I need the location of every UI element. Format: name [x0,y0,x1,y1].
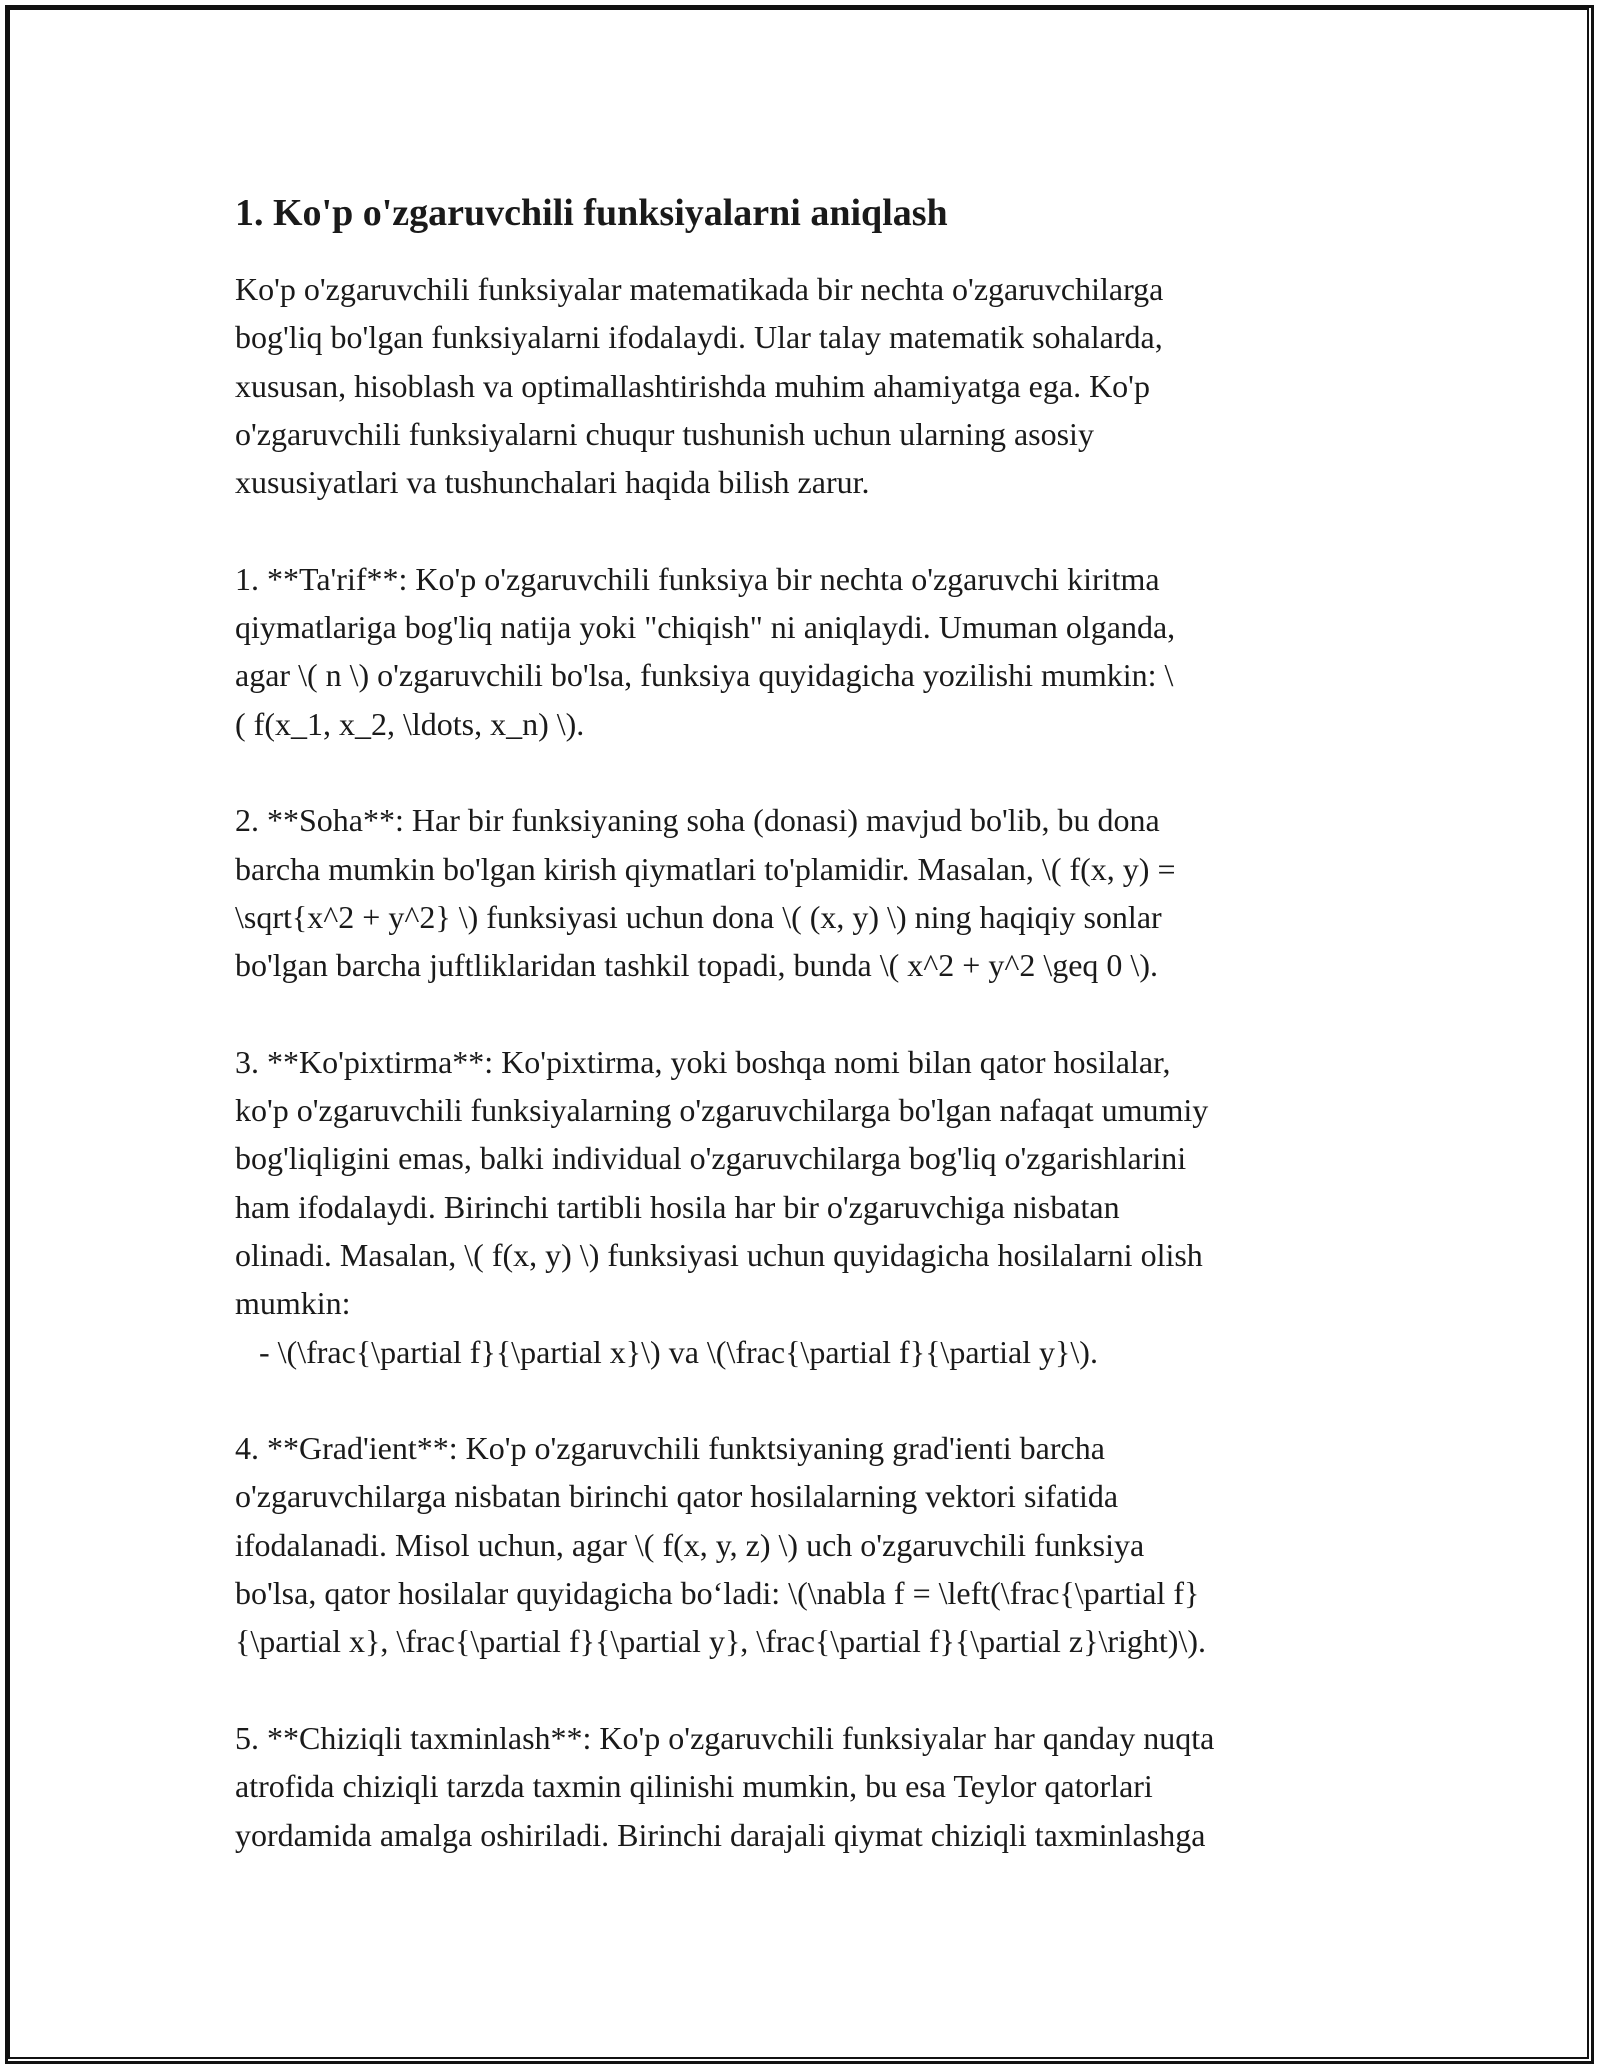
paragraph-gap [235,506,1385,554]
text-line: ko'p o'zgaruvchili funksiyalarning o'zgaruvchilarga bo'lgan nafaqat umumiy [235,1092,1209,1129]
text-line: 1. **Ta'rif**: Ko'p o'zgaruvchili funksiya bir nechta o'zgaruvchi kiritma [235,560,1160,597]
text-line: o'zgaruvchili funksiyalarni chuqur tushunish uchun ularning asosiy [235,415,1094,452]
paragraph-gap [235,989,1385,1037]
text-line: 3. **Ko'pixtirma**: Ko'pixtirma, yoki boshqa nomi bilan qator hosilalar, [235,1043,1171,1080]
text-line: 2. **Soha**: Har bir funksiyaning soha (donasi) mavjud bo'lib, bu dona [235,802,1160,839]
text-line: olinadi. Masalan, \( f(x, y) \) funksiyasi uchun quyidagicha hosilalarni olish [235,1236,1203,1273]
text-line: atrofida chiziqli tarzda taxmin qilinishi mumkin, bu esa Teylor qatorlari [235,1768,1153,1805]
intro-paragraph [235,265,1385,506]
text-line: {\partial x}, \frac{\partial f}{\partial y}, \frac{\partial f}{\partial z}\right)\). [235,1623,1206,1660]
list-item-gradient [235,1424,1385,1665]
text-line: mumkin: [235,1285,351,1322]
text-line: ( f(x_1, x_2, \ldots, x_n) \). [235,705,585,742]
paragraph-gap [235,1376,1385,1424]
text-line: barcha mumkin bo'lgan kirish qiymatlari to'plamidir. Masalan, \( f(x, y) = [235,850,1176,887]
text-line: yordamida amalga oshiriladi. Birinchi darajali qiymat chiziqli taxminlashga [235,1816,1206,1853]
text-line: bog'liq bo'lgan funksiyalarni ifodalaydi. Ular talay matematik sohalarda, [235,319,1163,356]
list-item-linear-approximation [235,1714,1385,1859]
text-line: bog'liqligini emas, balki individual o'zgaruvchilarga bog'liq o'zgarishlarini [235,1140,1187,1177]
text-line: 4. **Grad'ient**: Ko'p o'zgaruvchili funktsiyaning grad'ienti barcha [235,1430,1105,1467]
text-line: Ko'p o'zgaruvchili funksiyalar matematikada bir nechta o'zgaruvchilarga [235,271,1164,307]
text-line: agar \( n \) o'zgaruvchili bo'lsa, funksiya quyidagicha yozilishi mumkin: \ [235,657,1174,694]
document-body [235,265,1385,1859]
text-line: xususiyatlari va tushunchalari haqida bilish zarur. [235,464,870,501]
text-line: o'zgaruvchilarga nisbatan birinchi qator hosilalarning vektori sifatida [235,1478,1119,1515]
paragraph-gap [235,1666,1385,1714]
text-line: bo'lsa, qator hosilalar quyidagicha bo‘ladi: \(\nabla f = \left(\frac{\partial f} [235,1575,1200,1612]
text-line: \sqrt{x^2 + y^2} \) funksiyasi uchun dona \( (x, y) \) ning haqiqiy sonlar [235,898,1162,935]
list-item-partial-derivatives [235,1038,1385,1376]
text-line: ifodalanadi. Misol uchun, agar \( f(x, y, z) \) uch o'zgaruvchili funksiya [235,1526,1145,1563]
text-line: ham ifodalaydi. Birinchi tartibli hosila har bir o'zgaruvchiga nisbatan [235,1188,1120,1225]
text-line: bo'lgan barcha juftliklaridan tashkil topadi, bunda \( x^2 + y^2 \geq 0 \). [235,947,1158,984]
list-item-domain [235,796,1385,989]
list-item-definition [235,555,1385,748]
text-line: xususan, hisoblash va optimallashtirishda muhim ahamiyatga ega. Ko'p [235,367,1150,404]
paragraph-gap [235,748,1385,796]
text-line: - \(\frac{\partial f}{\partial x}\) va \(\frac{\partial f}{\partial y}\). [235,1333,1098,1370]
text-line: qiymatlariga bog'liq natija yoki "chiqish" ni aniqlaydi. Umuman olganda, [235,609,1176,646]
section-heading: 1. Ko'p o'zgaruvchili funksiyalarni aniqlash [235,192,948,234]
text-line: 5. **Chiziqli taxminlash**: Ko'p o'zgaruvchili funksiyalar har qanday nuqta [235,1719,1215,1756]
